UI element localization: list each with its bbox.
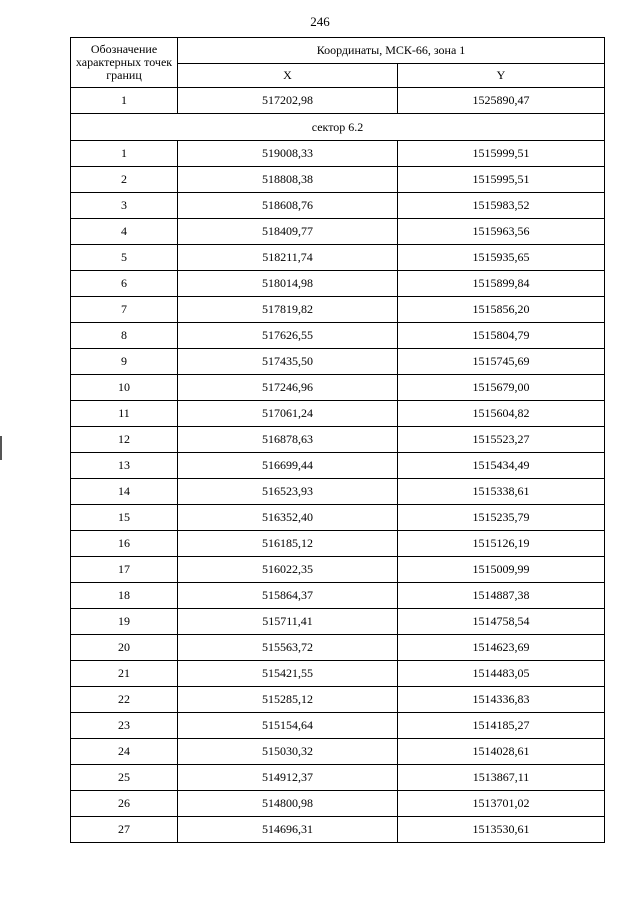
x-coordinate: 515421,55 bbox=[178, 661, 398, 687]
x-coordinate: 516022,35 bbox=[178, 557, 398, 583]
table-row bbox=[71, 323, 605, 349]
x-coordinate: 515864,37 bbox=[178, 583, 398, 609]
y-coordinate: 1513867,11 bbox=[398, 765, 605, 791]
table-row bbox=[71, 531, 605, 557]
y-coordinate: 1514887,38 bbox=[398, 583, 605, 609]
point-number: 3 bbox=[71, 193, 178, 219]
point-number: 4 bbox=[71, 219, 178, 245]
coordinates-table bbox=[70, 37, 605, 843]
table-row bbox=[71, 713, 605, 739]
table-row bbox=[71, 557, 605, 583]
y-coordinate: 1515745,69 bbox=[398, 349, 605, 375]
point-number: 17 bbox=[71, 557, 178, 583]
x-coordinate: 515285,12 bbox=[178, 687, 398, 713]
x-coordinate: 514800,98 bbox=[178, 791, 398, 817]
table-row bbox=[71, 661, 605, 687]
point-number: 20 bbox=[71, 635, 178, 661]
x-coordinate: 517626,55 bbox=[178, 323, 398, 349]
pre-sector-rows bbox=[71, 88, 605, 114]
y-coordinate: 1514758,54 bbox=[398, 609, 605, 635]
x-coordinate: 518409,77 bbox=[178, 219, 398, 245]
point-number: 1 bbox=[71, 88, 178, 114]
point-number: 16 bbox=[71, 531, 178, 557]
point-number: 22 bbox=[71, 687, 178, 713]
margin-mark bbox=[0, 436, 2, 460]
point-number: 19 bbox=[71, 609, 178, 635]
y-coordinate: 1514336,83 bbox=[398, 687, 605, 713]
point-number: 7 bbox=[71, 297, 178, 323]
y-coordinate: 1515999,51 bbox=[398, 141, 605, 167]
x-coordinate: 517061,24 bbox=[178, 401, 398, 427]
y-coordinate: 1514185,27 bbox=[398, 713, 605, 739]
y-coordinate: 1515604,82 bbox=[398, 401, 605, 427]
y-coordinate: 1514028,61 bbox=[398, 739, 605, 765]
table-row bbox=[71, 141, 605, 167]
point-number: 10 bbox=[71, 375, 178, 401]
y-coordinate: 1513530,61 bbox=[398, 817, 605, 843]
y-coordinate: 1515899,84 bbox=[398, 271, 605, 297]
table-row bbox=[71, 167, 605, 193]
x-coordinate: 518211,74 bbox=[178, 245, 398, 271]
y-coordinate: 1515434,49 bbox=[398, 453, 605, 479]
table-row bbox=[71, 271, 605, 297]
y-coordinate: 1525890,47 bbox=[398, 88, 605, 114]
table-row bbox=[71, 375, 605, 401]
y-coordinate: 1514623,69 bbox=[398, 635, 605, 661]
table-row bbox=[71, 583, 605, 609]
y-coordinate: 1513701,02 bbox=[398, 791, 605, 817]
x-coordinate: 516878,63 bbox=[178, 427, 398, 453]
point-number: 13 bbox=[71, 453, 178, 479]
table-row bbox=[71, 297, 605, 323]
y-coordinate: 1515995,51 bbox=[398, 167, 605, 193]
point-number: 2 bbox=[71, 167, 178, 193]
table-header-row bbox=[71, 38, 605, 64]
point-number: 18 bbox=[71, 583, 178, 609]
page-number: 246 bbox=[310, 14, 330, 29]
sector-rows bbox=[71, 141, 605, 843]
sector-row bbox=[71, 114, 605, 141]
y-column-header: Y bbox=[398, 64, 605, 88]
y-coordinate: 1515523,27 bbox=[398, 427, 605, 453]
point-number: 25 bbox=[71, 765, 178, 791]
point-number: 12 bbox=[71, 427, 178, 453]
point-number: 6 bbox=[71, 271, 178, 297]
x-coordinate: 517819,82 bbox=[178, 297, 398, 323]
point-number: 24 bbox=[71, 739, 178, 765]
table-row bbox=[71, 245, 605, 271]
point-number: 11 bbox=[71, 401, 178, 427]
x-coordinate: 518014,98 bbox=[178, 271, 398, 297]
x-coordinate: 515563,72 bbox=[178, 635, 398, 661]
y-coordinate: 1515856,20 bbox=[398, 297, 605, 323]
table-row bbox=[71, 635, 605, 661]
table-row bbox=[71, 193, 605, 219]
y-coordinate: 1515804,79 bbox=[398, 323, 605, 349]
y-coordinate: 1514483,05 bbox=[398, 661, 605, 687]
x-coordinate: 516699,44 bbox=[178, 453, 398, 479]
x-coordinate: 516352,40 bbox=[178, 505, 398, 531]
point-number: 27 bbox=[71, 817, 178, 843]
table-row bbox=[71, 349, 605, 375]
x-coordinate: 516185,12 bbox=[178, 531, 398, 557]
table-row bbox=[71, 453, 605, 479]
y-coordinate: 1515009,99 bbox=[398, 557, 605, 583]
y-coordinate: 1515963,56 bbox=[398, 219, 605, 245]
point-label-header: Обозначение характерных точек границ bbox=[71, 38, 178, 88]
point-number: 23 bbox=[71, 713, 178, 739]
sector-section bbox=[71, 114, 605, 141]
x-coordinate: 518808,38 bbox=[178, 167, 398, 193]
table-row bbox=[71, 401, 605, 427]
table-row bbox=[71, 219, 605, 245]
x-coordinate: 517202,98 bbox=[178, 88, 398, 114]
table-row bbox=[71, 817, 605, 843]
point-number: 21 bbox=[71, 661, 178, 687]
table-row bbox=[71, 88, 605, 114]
point-number: 5 bbox=[71, 245, 178, 271]
sector-label: сектор 6.2 bbox=[71, 114, 605, 141]
x-coordinate: 517246,96 bbox=[178, 375, 398, 401]
x-coordinate: 515154,64 bbox=[178, 713, 398, 739]
y-coordinate: 1515935,65 bbox=[398, 245, 605, 271]
coords-system-header: Координаты, МСК-66, зона 1 bbox=[178, 38, 605, 64]
table-row bbox=[71, 791, 605, 817]
x-column-header: X bbox=[178, 64, 398, 88]
y-coordinate: 1515235,79 bbox=[398, 505, 605, 531]
table-row bbox=[71, 739, 605, 765]
x-coordinate: 519008,33 bbox=[178, 141, 398, 167]
point-number: 14 bbox=[71, 479, 178, 505]
x-coordinate: 516523,93 bbox=[178, 479, 398, 505]
x-coordinate: 514696,31 bbox=[178, 817, 398, 843]
table-row bbox=[71, 505, 605, 531]
x-coordinate: 515711,41 bbox=[178, 609, 398, 635]
y-coordinate: 1515126,19 bbox=[398, 531, 605, 557]
point-number: 26 bbox=[71, 791, 178, 817]
point-number: 1 bbox=[71, 141, 178, 167]
x-coordinate: 518608,76 bbox=[178, 193, 398, 219]
y-coordinate: 1515338,61 bbox=[398, 479, 605, 505]
x-coordinate: 517435,50 bbox=[178, 349, 398, 375]
table-row bbox=[71, 479, 605, 505]
table-row bbox=[71, 687, 605, 713]
point-number: 8 bbox=[71, 323, 178, 349]
table-row bbox=[71, 609, 605, 635]
y-coordinate: 1515679,00 bbox=[398, 375, 605, 401]
x-coordinate: 514912,37 bbox=[178, 765, 398, 791]
table-row bbox=[71, 765, 605, 791]
x-coordinate: 515030,32 bbox=[178, 739, 398, 765]
point-number: 9 bbox=[71, 349, 178, 375]
point-number: 15 bbox=[71, 505, 178, 531]
y-coordinate: 1515983,52 bbox=[398, 193, 605, 219]
table-row bbox=[71, 427, 605, 453]
